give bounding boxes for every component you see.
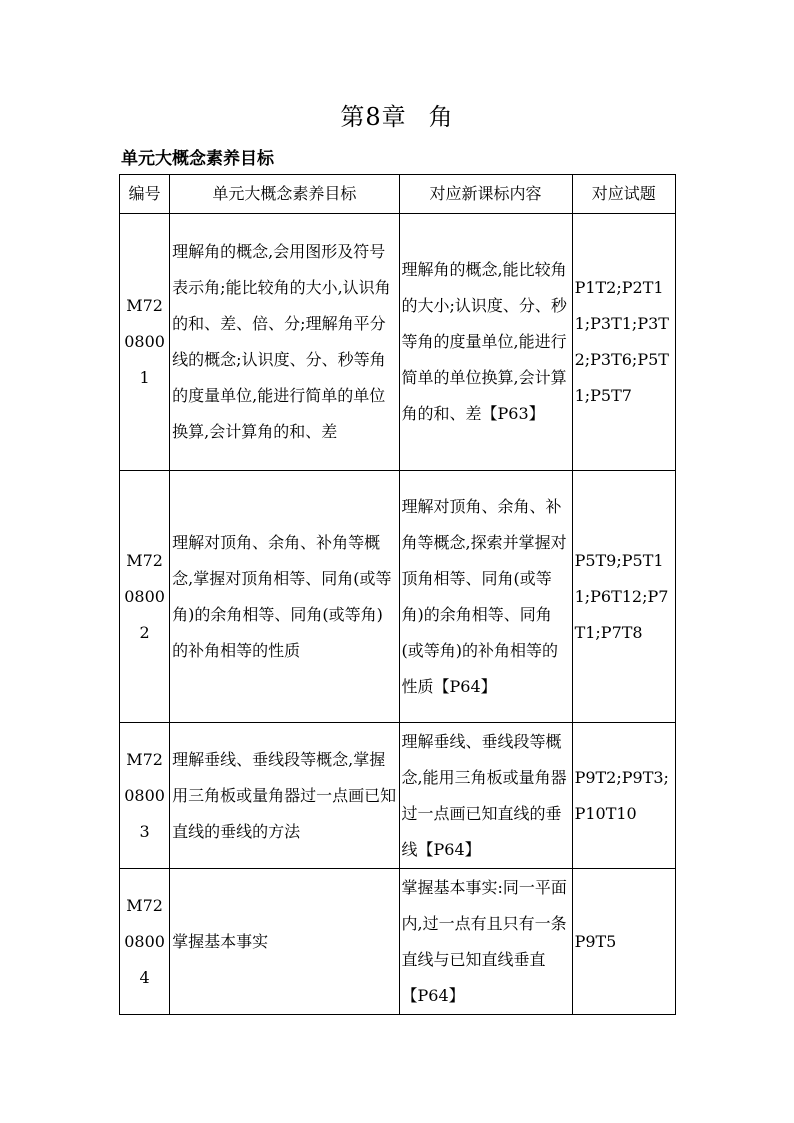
row-goal-text: 理解垂线、垂线段等概念,掌握用三角板或量角器过一点画已知直线的垂线的方法 bbox=[172, 749, 397, 841]
table-row bbox=[120, 723, 676, 869]
row-goal bbox=[170, 723, 399, 869]
row-code-text: M7208002 bbox=[124, 550, 165, 642]
row-tests bbox=[572, 214, 675, 471]
row-code-text: M7208004 bbox=[124, 895, 165, 987]
row-content-text: 理解对顶角、余角、补角等概念,探索并掌握对顶角相等、同角(或等角)的余角相等、同角(或等角)的补角相等的性质【P64】 bbox=[401, 496, 567, 696]
row-content bbox=[399, 869, 572, 1015]
header-content: 对应新课标内容 bbox=[399, 175, 572, 214]
row-tests bbox=[572, 471, 675, 723]
row-code bbox=[120, 471, 170, 723]
row-tests-text: P1T2;P2T11;P3T1;P3T2;P3T6;P5T1;P5T7 bbox=[574, 278, 669, 405]
chapter-title bbox=[0, 100, 794, 134]
header-goal: 单元大概念素养目标 bbox=[170, 175, 399, 214]
row-content-text: 掌握基本事实:同一平面内,过一点有且只有一条直线与已知直线垂直【P64】 bbox=[401, 877, 567, 1005]
row-tests bbox=[572, 869, 675, 1015]
table-header-row bbox=[120, 175, 676, 214]
table-row bbox=[120, 214, 676, 471]
chapter-number: 第8章 bbox=[340, 103, 407, 131]
row-code bbox=[120, 723, 170, 869]
row-code-text: M7208003 bbox=[124, 749, 165, 841]
row-content-text: 理解角的概念,能比较角的大小;认识度、分、秒等角的度量单位,能进行简单的单位换算,会计算角的和、差【P63】 bbox=[401, 260, 567, 423]
row-content bbox=[399, 471, 572, 723]
row-tests bbox=[572, 723, 675, 869]
header-code: 编号 bbox=[120, 175, 170, 214]
goals-table bbox=[119, 174, 676, 1015]
row-content bbox=[399, 214, 572, 471]
row-goal-text: 理解对顶角、余角、补角等概念,掌握对顶角相等、同角(或等角)的余角相等、同角(或等角)的补角相等的性质 bbox=[172, 532, 392, 660]
table-row bbox=[120, 869, 676, 1015]
row-goal bbox=[170, 471, 399, 723]
chapter-subject: 角 bbox=[428, 103, 454, 131]
row-tests-text: P9T5 bbox=[574, 931, 617, 951]
header-tests: 对应试题 bbox=[572, 175, 675, 214]
row-code bbox=[120, 214, 170, 471]
table-row bbox=[120, 471, 676, 723]
section-heading: 单元大概念素养目标 bbox=[121, 149, 274, 169]
row-tests-text: P9T2;P9T3;P10T10 bbox=[574, 767, 669, 823]
row-content-text: 理解垂线、垂线段等概念,能用三角板或量角器过一点画已知直线的垂线【P64】 bbox=[401, 731, 567, 859]
row-code bbox=[120, 869, 170, 1015]
row-goal-text: 理解角的概念,会用图形及符号表示角;能比较角的大小,认识角的和、差、倍、分;理解角平分线的概念;认识度、分、秒等角的度量单位,能进行简单的单位换算,会计算角的和、差 bbox=[172, 242, 391, 441]
row-goal-text: 掌握基本事实 bbox=[172, 931, 269, 951]
row-goal bbox=[170, 214, 399, 471]
row-tests-text: P5T9;P5T11;P6T12;P7T1;P7T8 bbox=[574, 550, 669, 642]
row-code-text: M7208001 bbox=[124, 296, 165, 387]
row-goal bbox=[170, 869, 399, 1015]
row-content bbox=[399, 723, 572, 869]
